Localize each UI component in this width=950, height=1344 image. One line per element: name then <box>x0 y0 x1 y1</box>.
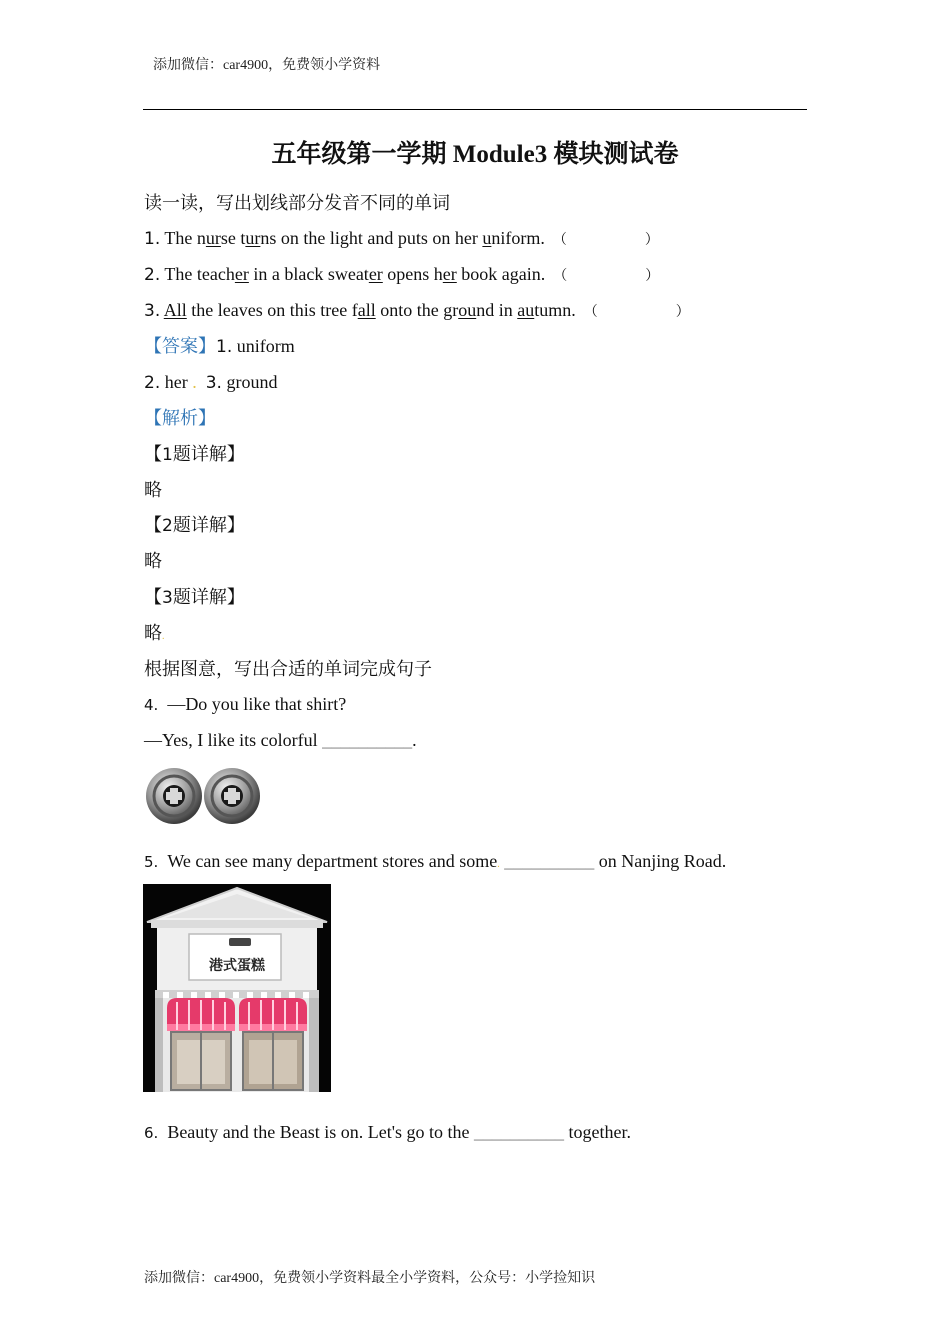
detail-number: 2 <box>162 516 173 536</box>
q3-underline: all <box>357 300 376 320</box>
question-6 <box>144 1120 631 1145</box>
question-number: 4. <box>144 696 159 714</box>
page-title: 五年级第一学期 Module3 模块测试卷 <box>271 141 679 168</box>
q2-text: book again. <box>456 264 546 284</box>
button-left <box>146 768 202 824</box>
q5-text: We can see many department stores and some <box>167 851 498 871</box>
q3-text: nd in <box>476 300 518 320</box>
q1-underline: ur <box>205 228 221 248</box>
q4-line1: —Do you like that shirt? <box>167 694 347 714</box>
answer-3: ground <box>226 372 278 392</box>
section2-instruction: 根据图意，写出合适的单词完成句子 <box>144 659 432 679</box>
bracket: 【 <box>144 587 162 607</box>
answer-paren-left: （ <box>552 233 567 248</box>
decorative-dot: . <box>187 372 197 392</box>
buttons-image <box>144 764 262 828</box>
q3-underline: ou <box>458 300 477 320</box>
answer-2: her <box>164 372 188 392</box>
q1-underline: u <box>482 228 492 248</box>
header-divider <box>143 109 807 110</box>
answer-paren-right: ） <box>644 233 659 248</box>
q4-line2: —Yes, I like its colorful <box>144 730 318 750</box>
detail-heading-3 <box>144 585 245 610</box>
bracket: 【 <box>144 444 162 464</box>
question-1 <box>144 226 659 253</box>
analysis-tag: 【解析】 <box>144 408 216 428</box>
question-5 <box>144 849 726 877</box>
button-right <box>204 768 260 824</box>
question-number: 2. <box>144 265 161 285</box>
q2-text: in a black sweat <box>248 264 369 284</box>
detail-heading-1 <box>144 442 245 467</box>
q6-text: together. <box>568 1122 631 1142</box>
q1-text: ns on the light and puts on her <box>260 228 483 248</box>
answer-1: uniform <box>236 336 295 356</box>
detail-label: 题详解】 <box>172 515 245 535</box>
q3-text: tumn. <box>534 300 576 320</box>
q1-text: niform. <box>491 228 545 248</box>
question-number: 1. <box>144 229 161 249</box>
answer-paren-right: ） <box>675 305 690 320</box>
decorative-dot: . <box>497 859 500 870</box>
awning-right <box>239 998 307 1031</box>
period: . <box>412 730 417 750</box>
detail-text: 略 <box>144 623 162 643</box>
decorative-dot: . <box>162 631 165 642</box>
answer-number: 2. <box>144 373 161 393</box>
q1-underline: ur <box>245 228 261 248</box>
q1-text: The n <box>164 228 206 248</box>
detail-body-1: 略 <box>144 480 162 500</box>
answer-number: 1. <box>216 337 233 357</box>
q3-underline: All <box>163 300 187 320</box>
detail-number: 1 <box>162 445 173 465</box>
detail-body-2: 略 <box>144 551 162 571</box>
q1-text: se t <box>220 228 246 248</box>
detail-heading-2 <box>144 513 245 538</box>
q2-text: opens h <box>382 264 443 284</box>
answer-paren-left: （ <box>583 305 598 320</box>
q6-text: Beauty and the Beast is on. Let's go to the <box>167 1122 470 1142</box>
question-2 <box>144 262 659 289</box>
question-number: 5. <box>144 853 159 871</box>
header-note: 添加微信：car4900，免费领小学资料 <box>153 58 381 73</box>
q2-underline: er <box>442 264 457 284</box>
detail-body-3 <box>144 621 165 649</box>
answer-blank[interactable]: __________ <box>474 1122 564 1142</box>
bakery-sign: 港式蛋糕 <box>209 958 265 974</box>
q2-underline: er <box>234 264 249 284</box>
q3-text: the leaves on this tree f <box>186 300 358 320</box>
answer-number: 3. <box>205 373 222 393</box>
question-4-line2 <box>144 728 417 752</box>
answer-line-2 <box>144 370 277 395</box>
answer-paren-left: （ <box>553 269 568 284</box>
bakery-image <box>143 884 331 1092</box>
section1-instruction: 读一读，写出划线部分发音不同的单词 <box>144 193 450 213</box>
q5-text: on Nanjing Road. <box>598 851 727 871</box>
q2-underline: er <box>368 264 383 284</box>
answer-blank[interactable]: __________ <box>504 851 595 871</box>
awning-left <box>167 998 235 1031</box>
footer-note: 添加微信：car4900，免费领小学资料最全小学资料，公众号：小学捡知识 <box>144 1271 596 1286</box>
question-3 <box>144 298 690 325</box>
question-number: 6. <box>144 1124 159 1142</box>
detail-label: 题详解】 <box>172 444 245 464</box>
question-number: 3. <box>144 301 161 321</box>
q2-text: The teach <box>164 264 235 284</box>
q3-underline: au <box>517 300 535 320</box>
answer-tag: 【答案】 <box>144 336 216 356</box>
bracket: 【 <box>144 515 162 535</box>
question-4 <box>144 692 346 717</box>
detail-number: 3 <box>162 588 173 608</box>
answer-paren-right: ） <box>645 269 660 284</box>
q3-text: onto the gr <box>375 300 459 320</box>
answer-line <box>144 334 295 359</box>
answer-blank[interactable]: __________ <box>322 730 413 750</box>
detail-label: 题详解】 <box>172 587 245 607</box>
